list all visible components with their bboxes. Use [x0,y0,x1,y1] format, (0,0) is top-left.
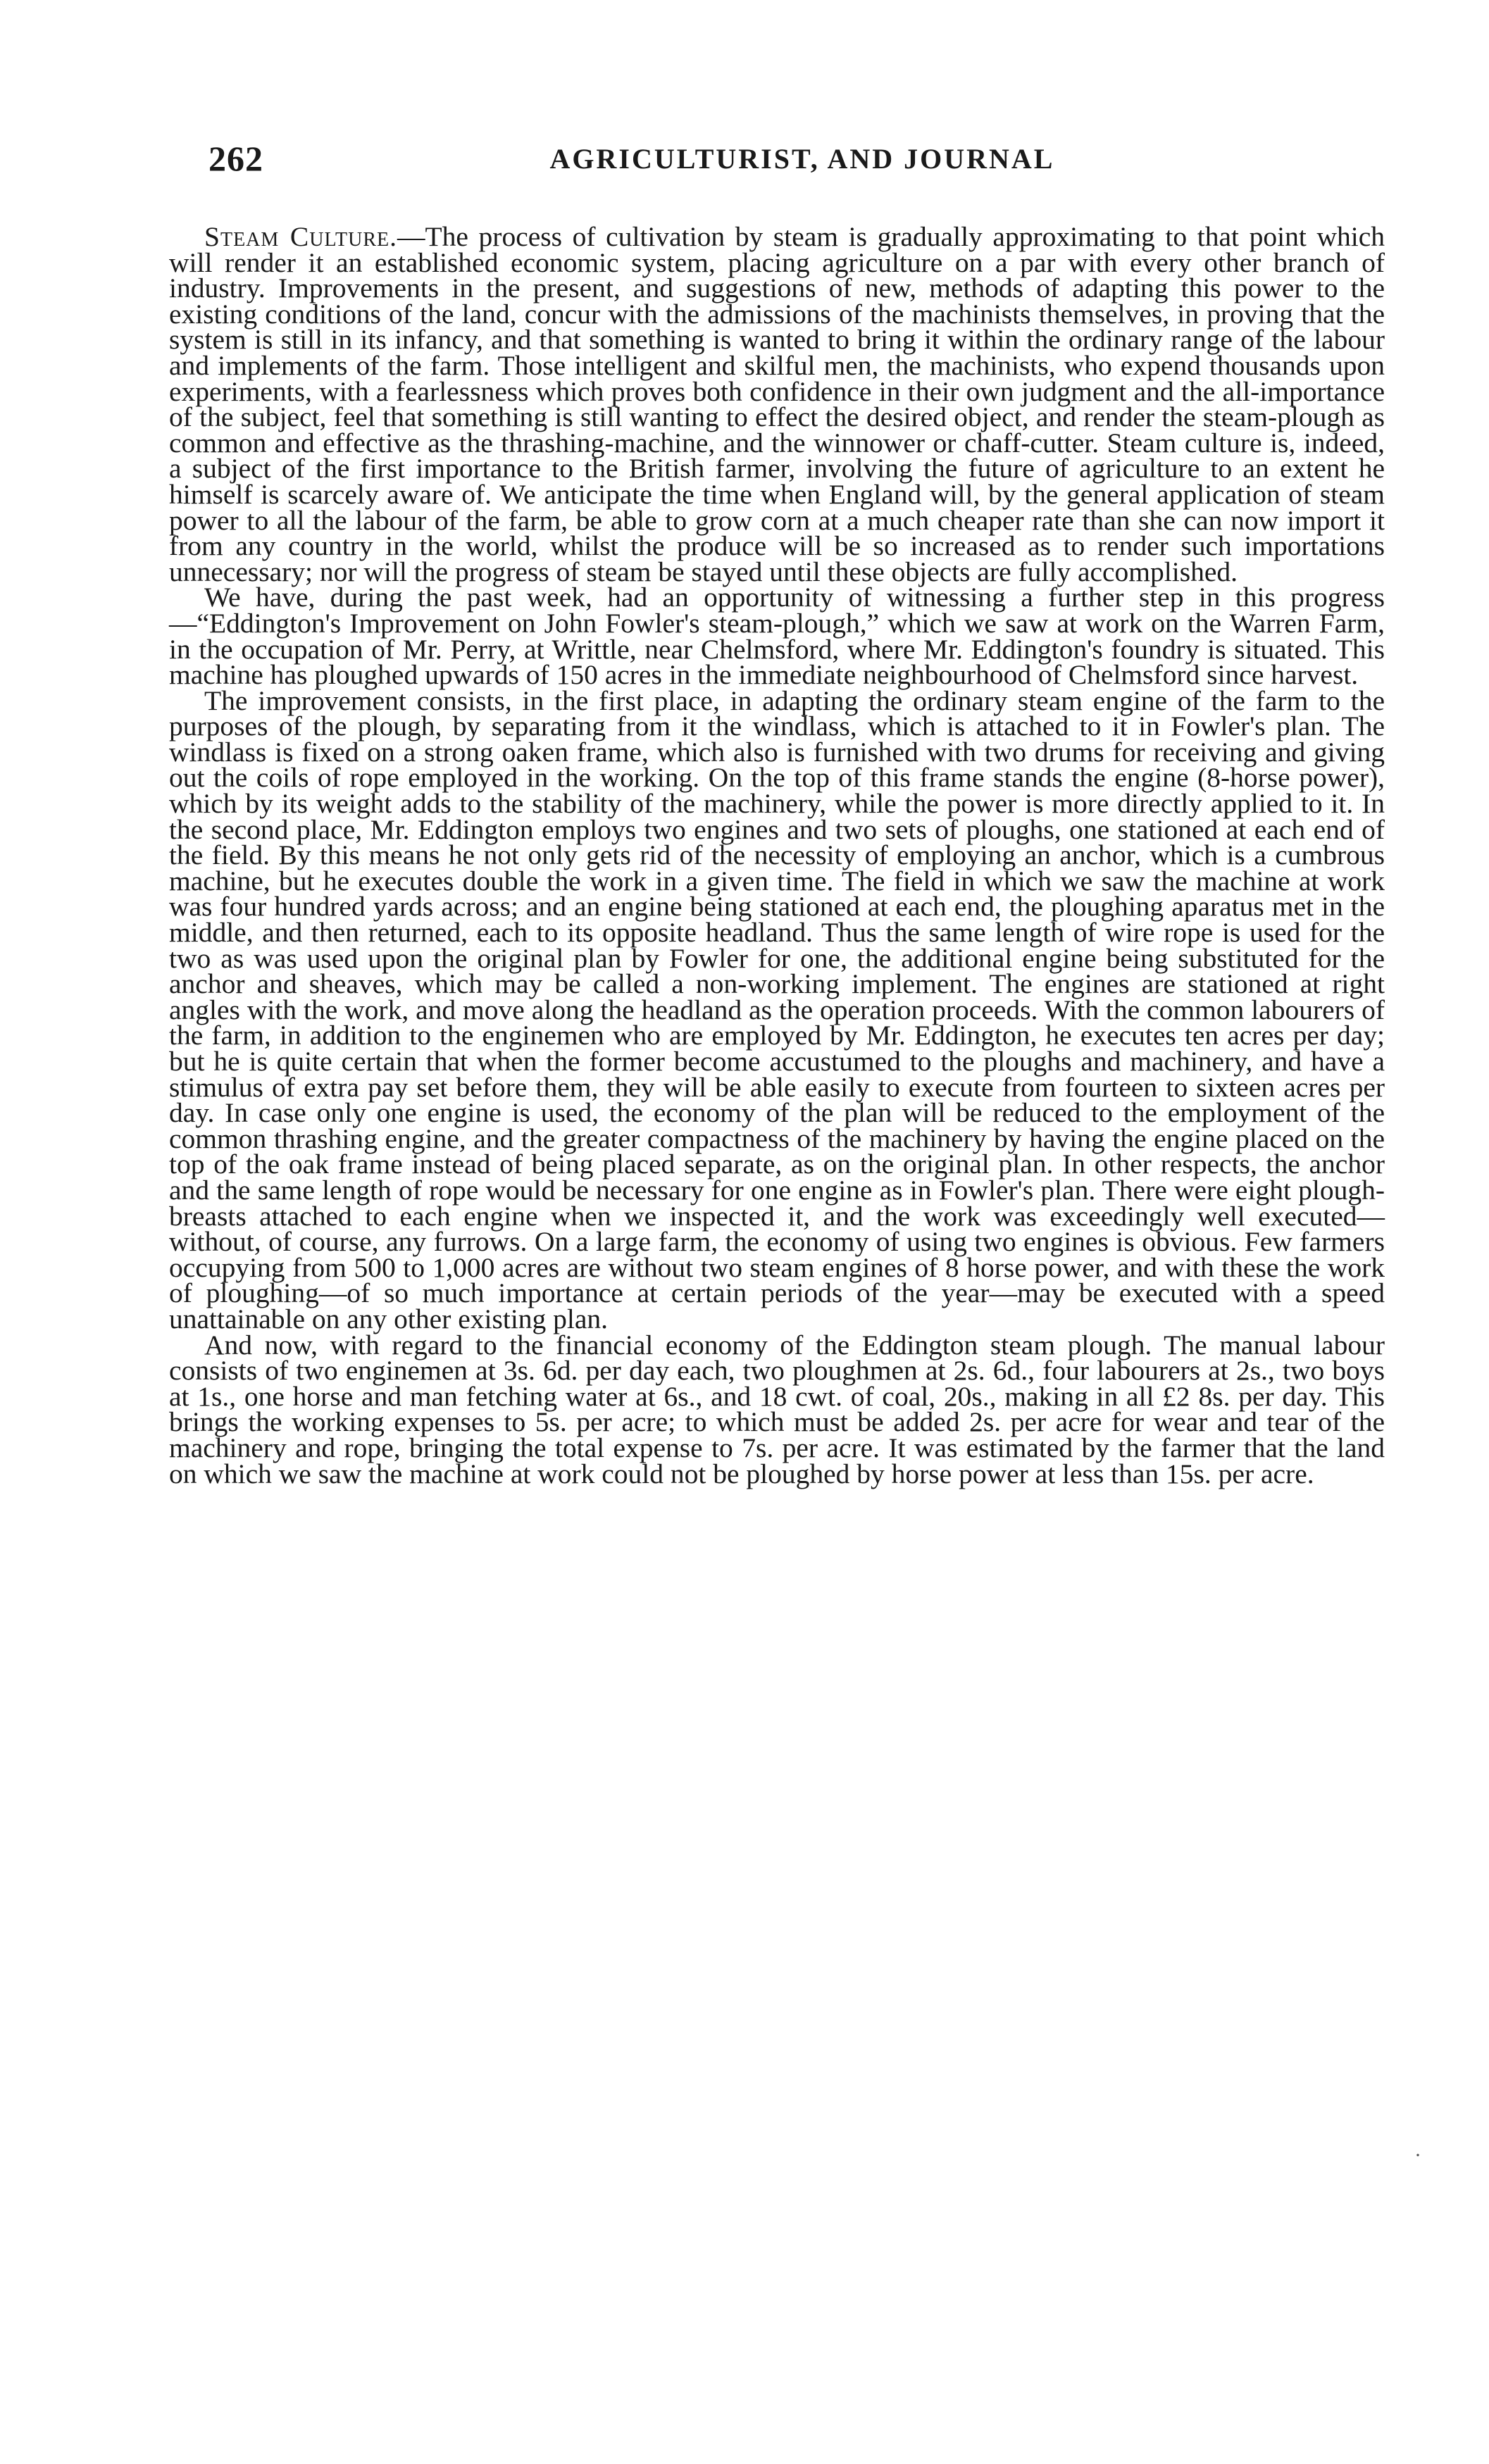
print-speck: · [1414,2144,1421,2167]
running-head: AGRICULTURIST, AND JOURNAL [549,143,1055,175]
paragraph-1-text: —The process of cultivation by steam is gradually approximating to that point which will render it an established economic system, placing agriculture on a par with every other branch of industry. Improvements in the present, and suggestions of new, methods of adapting this power to the existing conditions of the land, concur with the admissions of the machinists themselves, in proving that the system is still in its infancy, and that something is wanted to bring it within the ordinary range of the labour and implements of the farm. Those intelligent and skilful men, the machinists, who expend thousands upon experiments, with a fearlessness which proves both confidence in their own judgment and the all-importance of the subject, feel that something is still wanting to effect the desired object, and render the steam-plough as common and effective as the thrashing-machine, and the winnower or chaff-cutter. Steam culture is, indeed, a subject of the first importance to the British farmer, involving the future of agriculture to an extent he himself is scarcely aware of. We anticipate the time when England will, by the general application of steam power to all the labour of the farm, be able to grow corn at a much cheaper rate than she can now import it from any country in the world, whilst the produce will be so increased as to render such importations unnecessary; nor will the progress of steam be stayed until these objects are fully accomplished. [169,221,1385,587]
paragraph-2: We have, during the past week, had an opportunity of witnessing a further step in this progress—“Eddington's Improvement on John Fowler's steam-plough,” which we saw at work on the Warren Farm, in the occupation of Mr. Perry, at Writtle, near Chelmsford, where Mr. Eddington's foundry is situated. This machine has ploughed upwards of 150 acres in the immediate neighbourhood of Chelmsford since harvest. [169,582,1385,691]
section-heading: Steam Culture. [204,221,398,252]
article-body [169,221,1385,1489]
page-header [208,138,1290,187]
page-number: 262 [208,139,263,178]
paragraph-4: And now, with regard to the financial economy of the Eddington steam plough. The manual labour consists of two enginemen at 3s. 6d. per day each, two ploughmen at 2s. 6d., four labourers at 2s., two boys at 1s., one horse and man fetching water at 6s., and 18 cwt. of coal, 20s., making in all £2 8s. per day. This brings the working expenses to 5s. per acre; to which must be added 2s. per acre for wear and tear of the machinery and rope, bringing the total expense to 7s. per acre. It was estimated by the farmer that the land on which we saw the machine at work could not be ploughed by horse power at less than 15s. per acre. [169,1329,1385,1489]
paragraph-3: The improvement consists, in the first place, in adapting the ordinary steam engine of the farm to the purposes of the plough, by separating from it the windlass, which is attached to it in Fowler's plan. The windlass is fixed on a strong oaken frame, which also is furnished with two drums for receiving and giving out the coils of rope employed in the working. On the top of this frame stands the engine (8-horse power), which by its weight adds to the stability of the machinery, while the power is more directly applied to it. In the second place, Mr. Eddington employs two engines and two sets of ploughs, one stationed at each end of the field. By this means he not only gets rid of the necessity of employing an anchor, which is a cumbrous machine, but he executes double the work in a given time. The field in which we saw the machine at work was four hundred yards across; and an engine being stationed at each end, the ploughing aparatus met in the middle, and then returned, each to its opposite headland. Thus the same length of wire rope is used for the two as was used upon the original plan by Fowler for one, the additional engine being substituted for the anchor and sheaves, which may be called a non-working implement. The engines are stationed at right angles with the work, and move along the headland as the operation proceeds. With the common labourers of the farm, in addition to the enginemen who are employed by Mr. Eddington, he executes ten acres per day; but he is quite certain that when the former become accustumed to the ploughs and machinery, and have a stimulus of extra pay set before them, they will be able easily to execute from fourteen to sixteen acres per day. In case only one engine is used, the economy of the plan will be reduced to the employment of the common thrashing engine, and the greater compactness of the machinery by having the engine placed on the top of the oak frame instead of being placed separate, as on the original plan. In other respects, the anchor and the same length of rope would be necessary for one engine as in Fowler's plan. There were eight plough-breasts attached to each engine when we inspected it, and the work was exceedingly well executed—without, of course, any furrows. On a large farm, the economy of using two engines is obvious. Few farmers occupying from 500 to 1,000 acres are without two steam engines of 8 horse power, and with these the work of ploughing—of so much importance at certain periods of the year—may be executed with a speed unattainable on any other existing plan. [169,684,1385,1334]
paragraph-1 [169,221,1385,587]
